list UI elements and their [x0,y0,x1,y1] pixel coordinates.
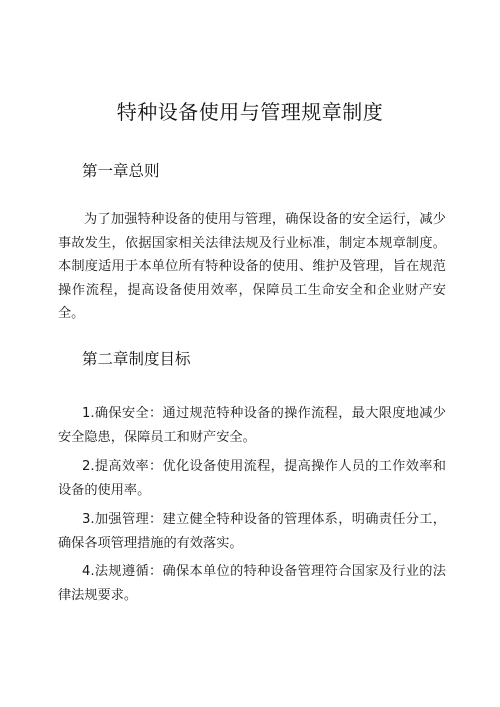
chapter-2-heading: 第二章制度目标 [82,350,191,368]
chapter-1-paragraph: 为了加强特种设备的使用与管理，确保设备的安全运行，减少事故发生，依据国家相关法律法规及行业标准，制定本规章制度。本制度适用于本单位所有特种设备的使用、维护及管理，旨在规范操作流程，提高设备使用效率，保障员工生命安全和企业财产安全。 [58,212,446,321]
list-item [58,402,446,449]
document-title: 特种设备使用与管理规章制度 [116,100,384,124]
list-item-number: 2 [82,459,91,474]
list-item [58,455,446,502]
list-item-number: 3 [82,512,91,527]
list-item [58,508,446,555]
list-item-number: 1 [82,406,91,421]
list-item-number: 4. [82,564,95,579]
list-item [58,560,446,607]
list-item-text: .提高效率：优化设备使用流程，提高操作人员的工作效率和设备的使用率。 [58,459,446,498]
list-item-text: .确保安全：通过规范特种设备的操作流程，最大限度地减少安全隐患，保障员工和财产安全。 [58,406,446,445]
list-item-text: .加强管理：建立健全特种设备的管理体系，明确责任分工，确保各项管理措施的有效落实。 [58,512,446,551]
list-item-text: 法规遵循：确保本单位的特种设备管理符合国家及行业的法律法规要求。 [58,564,446,603]
chapter-1-heading: 第一章总则 [82,162,160,180]
